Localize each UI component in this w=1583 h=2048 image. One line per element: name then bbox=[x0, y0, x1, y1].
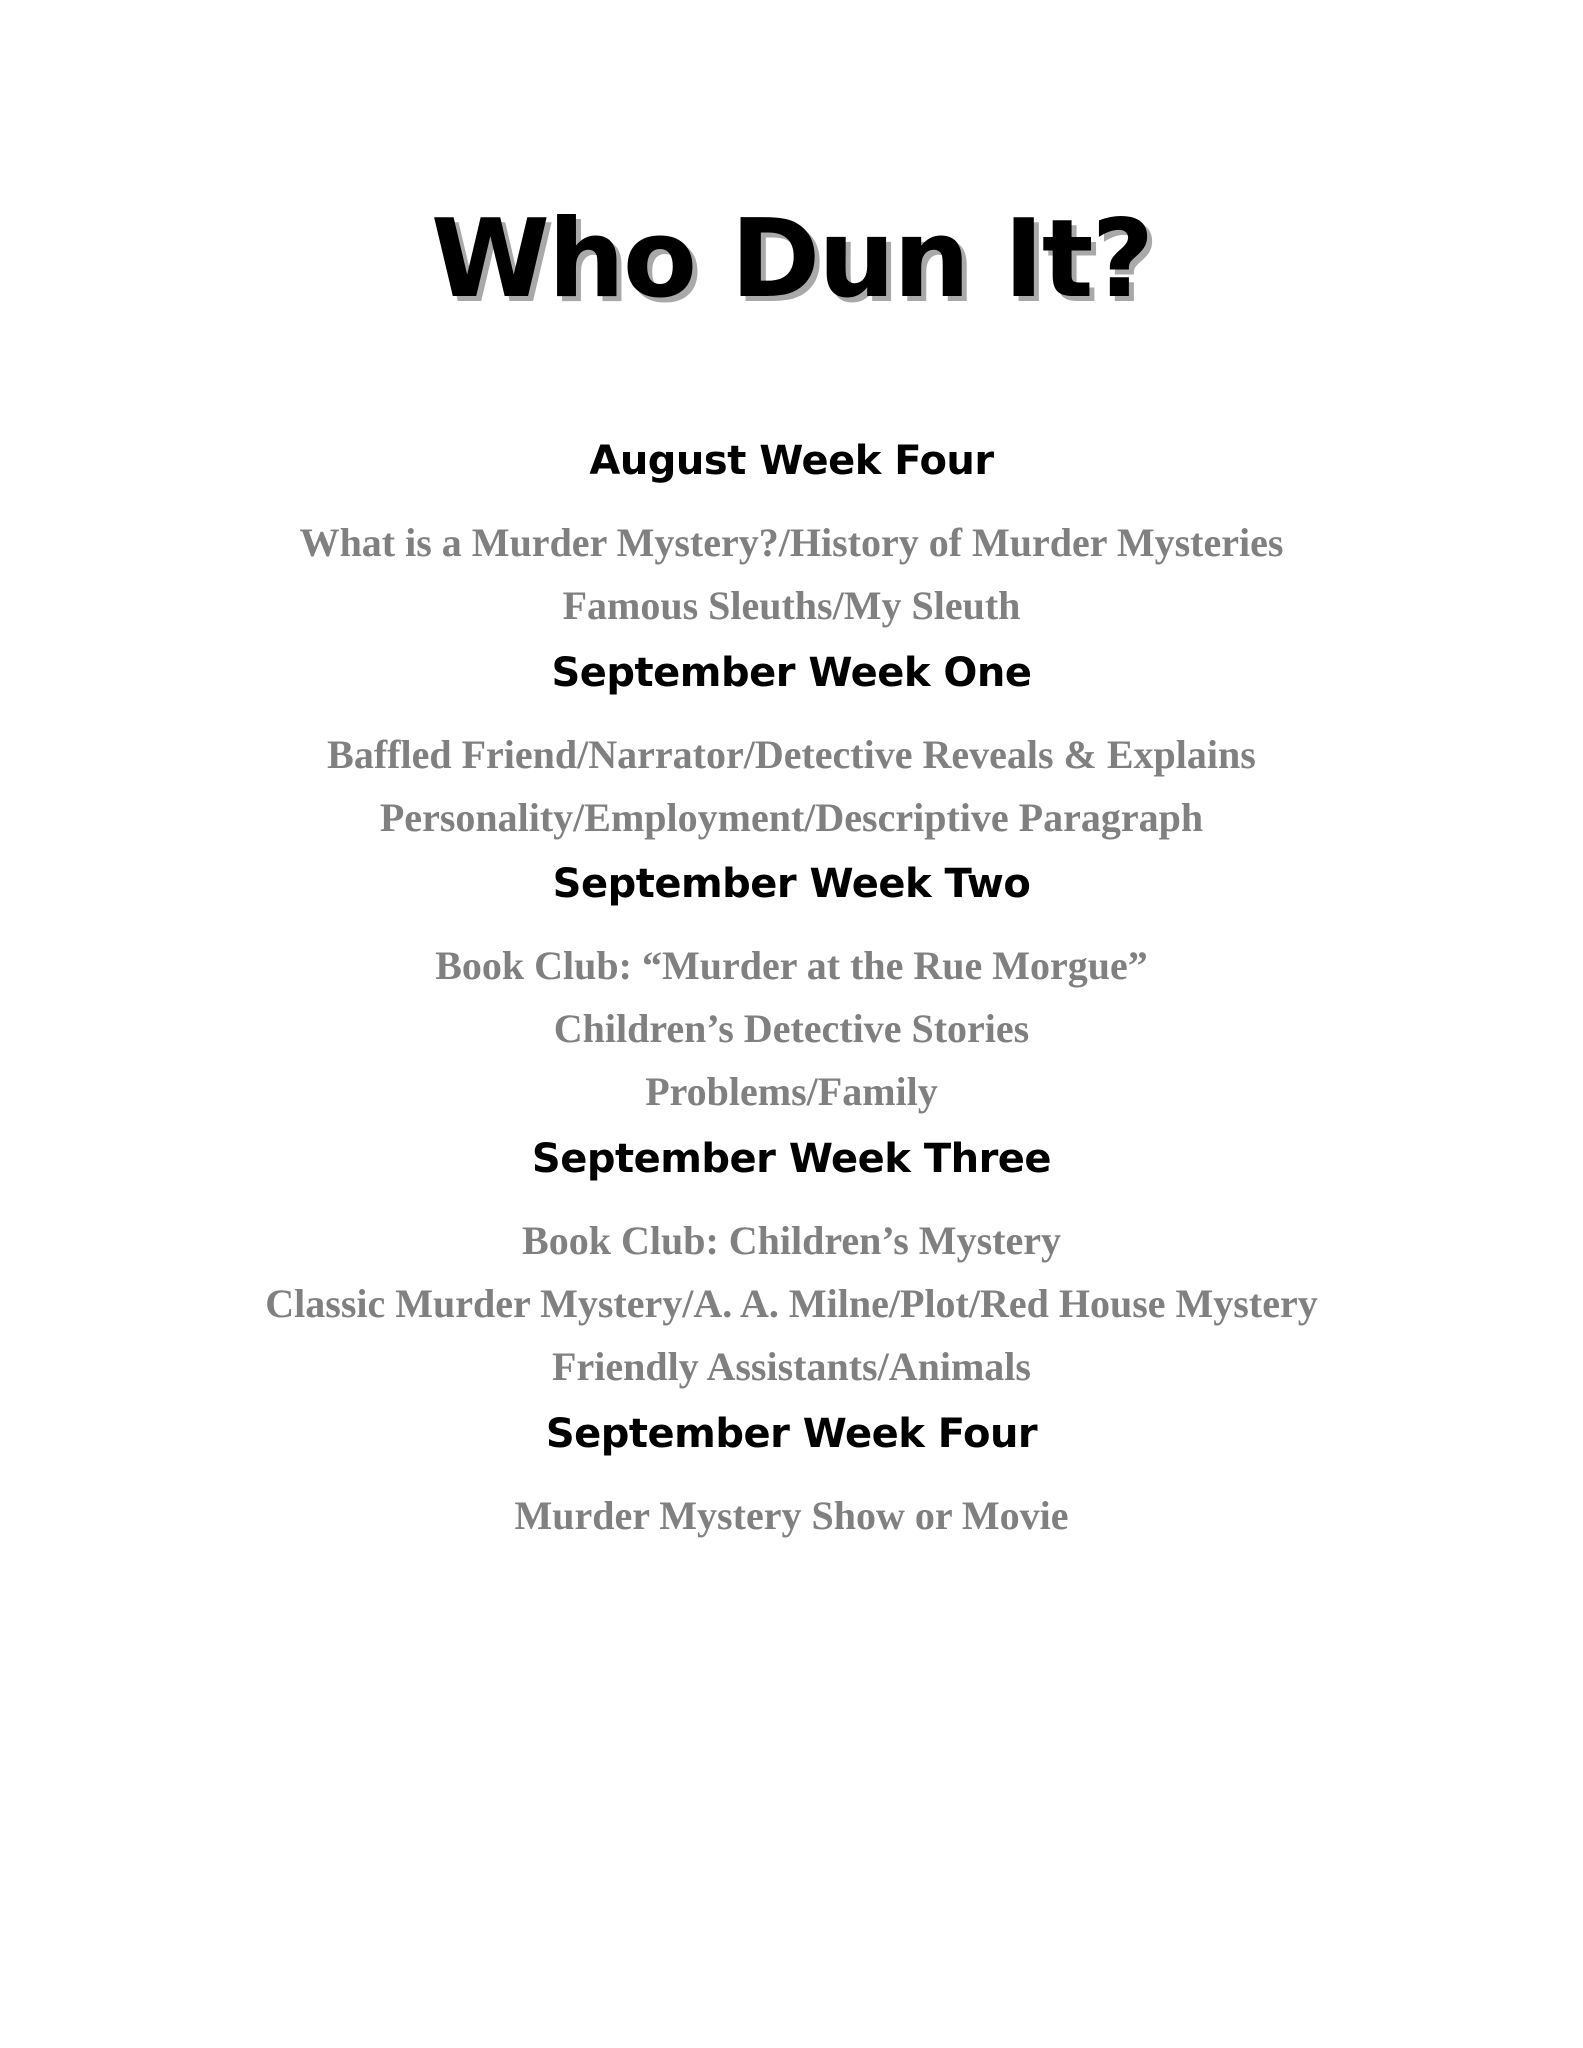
topic-item: Famous Sleuths/My Sleuth bbox=[562, 583, 1021, 628]
page-title: Who Dun It? bbox=[430, 197, 1153, 322]
topic-item: Baffled Friend/Narrator/Detective Reveals & Explains bbox=[327, 732, 1256, 777]
week-heading: September Week One bbox=[551, 650, 1032, 696]
topic-item: Classic Murder Mystery/A. A. Milne/Plot/Red House Mystery bbox=[265, 1281, 1318, 1326]
week-heading: September Week Three bbox=[531, 1136, 1052, 1182]
topic-item: Book Club: Children’s Mystery bbox=[522, 1218, 1061, 1263]
topic-item: Friendly Assistants/Animals bbox=[552, 1344, 1031, 1389]
week-heading: August Week Four bbox=[589, 438, 994, 484]
week-heading: September Week Two bbox=[552, 861, 1031, 907]
topic-item: Problems/Family bbox=[645, 1069, 938, 1114]
topic-item: Personality/Employment/Descriptive Paragraph bbox=[379, 795, 1204, 840]
topic-item: Murder Mystery Show or Movie bbox=[514, 1493, 1069, 1538]
topic-item: Book Club: “Murder at the Rue Morgue” bbox=[435, 943, 1148, 988]
topic-item: Children’s Detective Stories bbox=[553, 1006, 1030, 1051]
topic-item: What is a Murder Mystery?/History of Murder Mysteries bbox=[299, 520, 1284, 565]
week-heading: September Week Four bbox=[545, 1411, 1038, 1457]
